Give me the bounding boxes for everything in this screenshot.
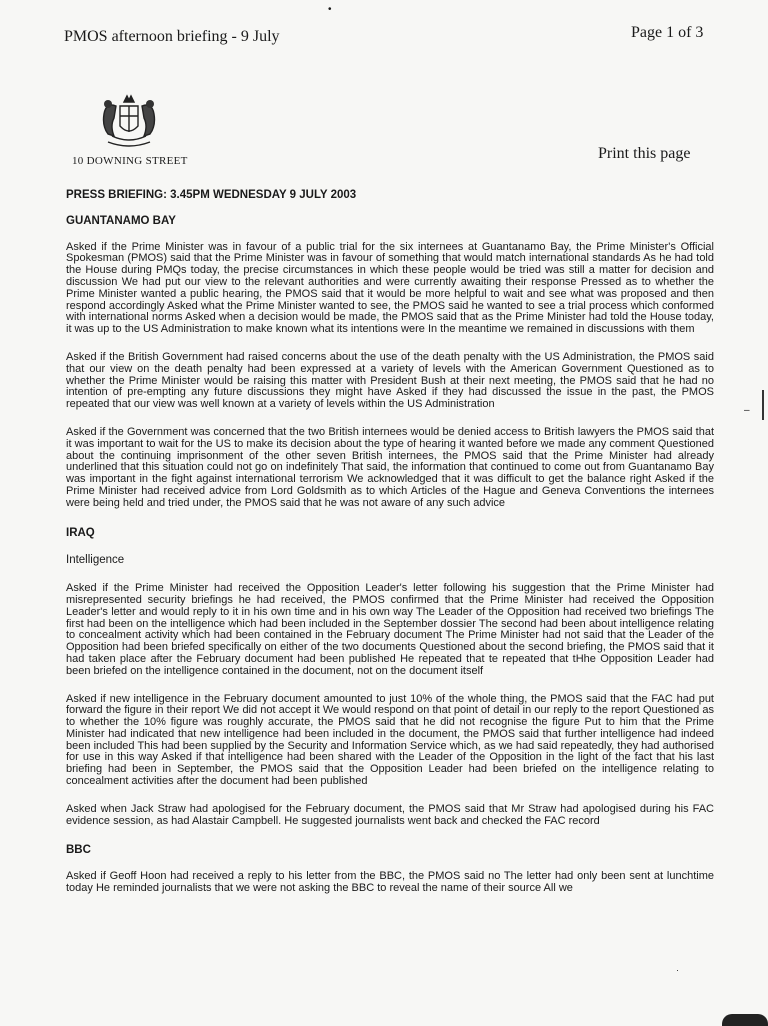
print-this-page-link[interactable]: Print this page — [598, 145, 691, 162]
scan-mark — [762, 390, 764, 420]
document-title: PMOS afternoon briefing - 9 July — [64, 28, 280, 45]
subheading-intelligence: Intelligence — [66, 554, 125, 567]
section-heading-iraq: IRAQ — [66, 526, 95, 539]
page-number: Page 1 of 3 — [631, 24, 704, 41]
paragraph: Asked when Jack Straw had apologised for the February document, the PMOS said that Mr Straw had apologised during his FAC evidence session, as had Alastair Campbell. He suggested journalists went back and checked the FAC record — [66, 802, 714, 827]
downing-street-caption: 10 DOWNING STREET — [72, 155, 188, 167]
briefing-body — [66, 190, 714, 895]
scan-dot: · — [676, 965, 679, 975]
scan-blot — [722, 1014, 768, 1026]
paragraph: Asked if the Government was concerned that the two British internees would be denied access to British lawyers the PMOS said that it was important to wait for the US to make its decision about the type of hearing it wanted before we made any comment Questioned about the continuing imprisonment of the other seven British internees, the PMOS said that the Prime Minister had already underlined that this situation could not go on indefinitely That said, the information that continued to come out from Guantanamo Bay was important in the fight against international terrorism We acknowledged that it was difficult to get the balance right Asked if the Prime Minister had received advice from Lord Goldsmith as to which Articles of the Hague and Geneva Conventions the internees were being held and tried under, the PMOS said that he was not aware of any such advice — [66, 425, 714, 509]
paragraph: Asked if the Prime Minister was in favour of a public trial for the six internees at Guantanamo Bay, the Prime Minister's Official Spokesman (PMOS) said that the Prime Minister was in favour of something that would match international standards As he had told the House during PMQs today, the precise circumstances in which these people would be tried was still a matter for decision and discussion We had put our view to the relevant authorities and were currently awaiting their response Pressed as to whether the Prime Minister wanted a public hearing, the PMOS said that it would be more helpful to wait and see what was proposed and then respond accordingly Asked what the Prime Minister wanted to see, the PMOS said he wanted to see a trial process which conformed with international norms Asked when a decision would be made, the PMOS said that as the Prime Minister had told the House today, it was up to the US Administration to make known what its intentions were In the meantime we remained in discussions with them — [66, 240, 714, 336]
paragraph: Asked if the British Government had raised concerns about the use of the death penalty with the US Administration, the PMOS said that our view on the death penalty had been expressed at a variety of levels with the American Government Questioned as to whether the Prime Minister would be raising this matter with President Bush at their next meeting, the PMOS said that he had no intention of pre-empting any future discussions they might have Asked if they had discussed the issue in the past, the PMOS repeated that our view was well known at a variety of levels within the US Administration — [66, 350, 714, 411]
section-heading-guantanamo: GUANTANAMO BAY — [66, 214, 176, 227]
scan-tick: – — [744, 405, 750, 416]
paragraph: Asked if Geoff Hoon had received a reply to his letter from the BBC, the PMOS said no The letter had only been sent at lunchtime today He reminded journalists that we were not asking the BBC to reveal the name of their source All we — [66, 870, 714, 895]
briefing-title: PRESS BRIEFING: 3.45PM WEDNESDAY 9 JULY 2003 — [66, 189, 357, 201]
royal-coat-of-arms-icon — [96, 92, 162, 154]
paragraph: Asked if the Prime Minister had received the Opposition Leader's letter following his suggestion that the Prime Minister had misrepresented security briefings he had received, the PMOS confirmed that the Prime Minister had received the Opposition Leader's letter and would reply to it in his own time and in his own way The Leader of the Opposition had received two briefings The first had been on the intelligence which had been included in the September dossier The second had been about intelligence relating to concealment activity which had been contained in the February document The Prime Minister had not said that the Leader of the Opposition had been briefed specifically on either of the two documents Questioned about the second briefing, the PMOS said that it had taken place after the February document had been published He repeated that te repeated that tHhe Opposition Leader had been briefed on the intelligence contained in the document, not on the document itself — [66, 582, 714, 677]
speck: • — [328, 4, 332, 15]
section-heading-bbc: BBC — [66, 844, 91, 857]
paragraph: Asked if new intelligence in the February document amounted to just 10% of the whole thing, the PMOS said that the FAC had put forward the figure in their report We did not accept it We would respond on that point of detail in our reply to the report Questioned as to whether the 10% figure was roughly accurate, the PMOS said that he did not recognise the figure Put to him that the Prime Minister had indicated that new intelligence had been included in the document, the PMOS said that further intelligence had indeed been included This had been supplied by the Security and Information Service which, as we had said repeatedly, they had authorised for use in this way Asked if that intelligence had been shared with the Leader of the Opposition in the light of the fact that his last briefing had been in September, the PMOS said that the Opposition Leader had been briefed on the intelligence relating to concealment activities after the document had been published — [66, 692, 714, 788]
